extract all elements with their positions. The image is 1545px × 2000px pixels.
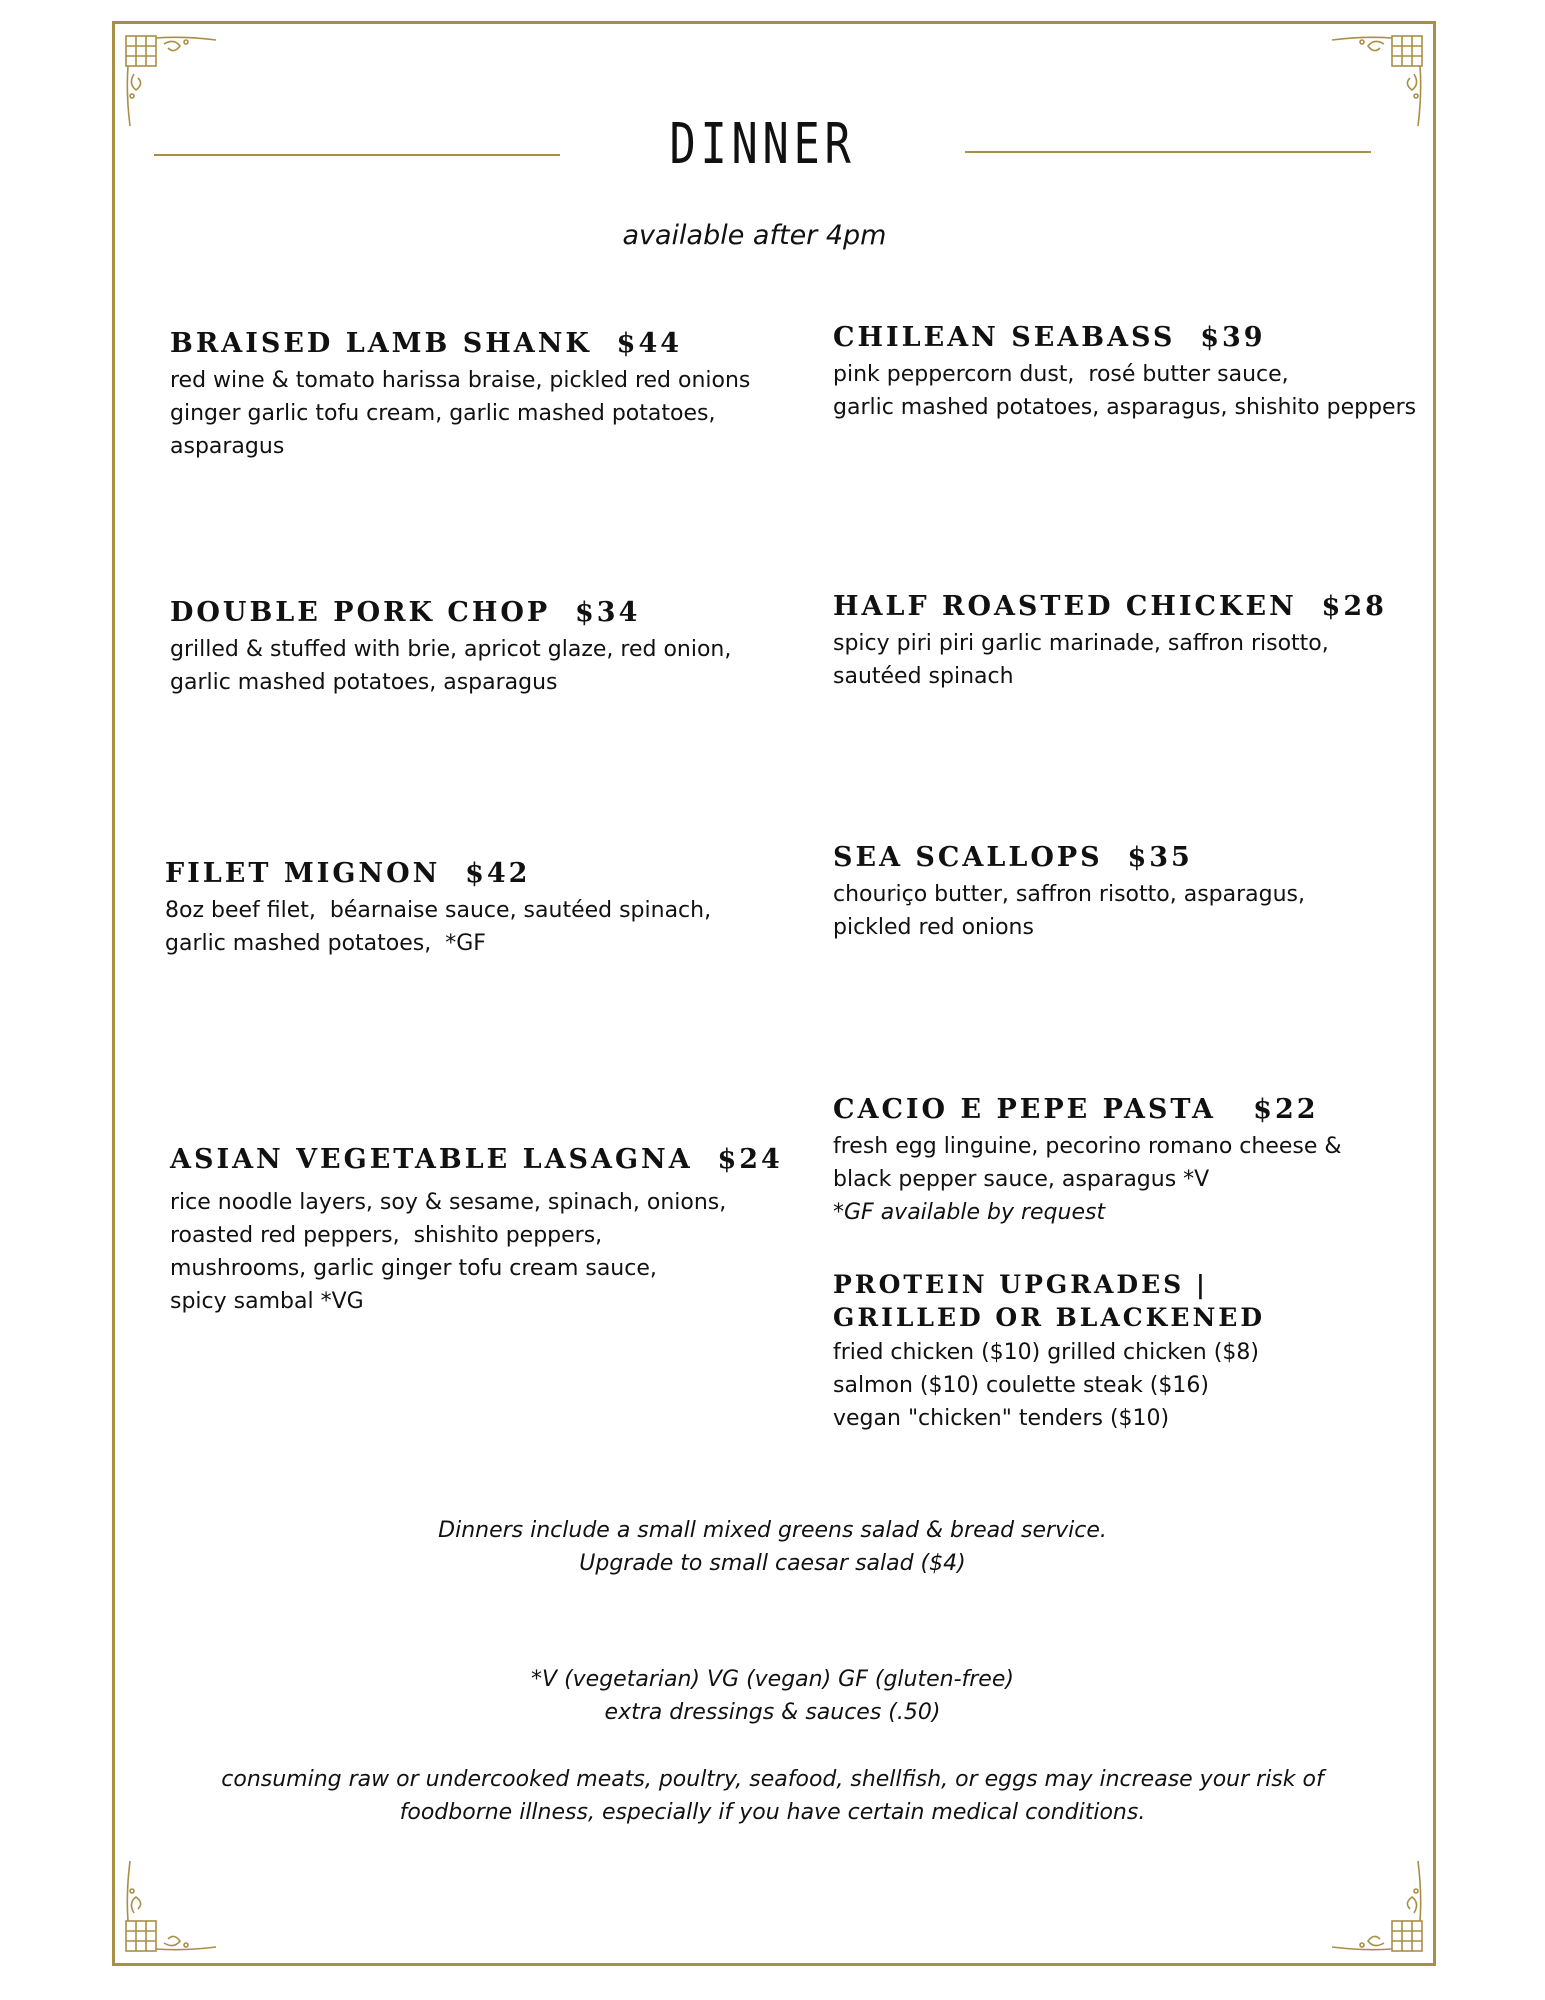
item-description-line: mushrooms, garlic ginger tofu cream sauce,	[170, 1256, 657, 1281]
item-name: HALF ROASTED CHICKEN $28	[833, 591, 1387, 622]
item-description-line: grilled & stuffed with brie, apricot glaze, red onion,	[170, 637, 732, 662]
item-description-line: roasted red peppers, shishito peppers,	[170, 1223, 603, 1248]
menu-item-cacio-e-pepe	[833, 1092, 1342, 1229]
corner-ornament-top-right	[1324, 34, 1424, 134]
item-description	[170, 364, 750, 463]
menu-item-pork-chop	[170, 595, 731, 699]
menu-item-filet-mignon	[165, 856, 711, 960]
menu-item-chilean-seabass	[833, 320, 1416, 424]
menu-subtitle: available after 4pm	[622, 220, 887, 251]
corner-ornament-bottom-left	[124, 1853, 224, 1953]
item-description-line: garlic mashed potatoes, *GF	[165, 931, 486, 956]
item-description	[833, 1130, 1342, 1196]
item-name: SEA SCALLOPS $35	[833, 842, 1193, 873]
footer-line: Upgrade to small caesar salad ($4)	[579, 1551, 966, 1576]
item-description-line: fresh egg linguine, pecorino romano cheese &	[833, 1134, 1342, 1159]
item-description-line: black pepper sauce, asparagus *V	[833, 1167, 1210, 1192]
item-name: BRAISED LAMB SHANK $44	[170, 328, 683, 359]
title-rule-right	[965, 151, 1371, 153]
item-description-line: pickled red onions	[833, 915, 1034, 940]
item-description-line: sautéed spinach	[833, 664, 1014, 689]
protein-upgrades	[833, 1268, 1265, 1435]
item-name: DOUBLE PORK CHOP $34	[170, 597, 641, 628]
item-description	[833, 1336, 1265, 1435]
item-description	[833, 358, 1416, 424]
item-description-line: vegan "chicken" tenders ($10)	[833, 1406, 1170, 1431]
item-name: CACIO E PEPE PASTA $22	[833, 1094, 1319, 1125]
item-description-line: garlic mashed potatoes, asparagus, shishito peppers	[833, 395, 1417, 420]
footer-line: Dinners include a small mixed greens salad & bread service.	[438, 1518, 1107, 1543]
footer-line: consuming raw or undercooked meats, poultry, seafood, shellfish, or eggs may increase your risk of	[221, 1767, 1324, 1792]
menu-title: DINNER	[669, 112, 856, 177]
item-description	[165, 894, 711, 960]
menu-item-vegetable-lasagna	[170, 1142, 783, 1318]
item-name: CHILEAN SEABASS $39	[833, 322, 1266, 353]
item-description-line: spicy sambal *VG	[170, 1289, 364, 1314]
footer-line: extra dressings & sauces (.50)	[604, 1700, 941, 1725]
dietary-legend	[0, 1663, 1545, 1729]
item-description	[833, 878, 1305, 944]
item-description-line: ginger garlic tofu cream, garlic mashed potatoes,	[170, 401, 716, 426]
item-description	[170, 633, 731, 699]
item-description-line: asparagus	[170, 434, 285, 459]
corner-ornament-bottom-right	[1324, 1853, 1424, 1953]
item-description-line: salmon ($10) coulette steak ($16)	[833, 1373, 1209, 1398]
item-description	[833, 627, 1387, 693]
item-name: ASIAN VEGETABLE LASAGNA $24	[170, 1144, 783, 1175]
item-note: *GF available by request	[833, 1200, 1106, 1225]
item-description-line: spicy piri piri garlic marinade, saffron risotto,	[833, 631, 1329, 656]
item-name: FILET MIGNON $42	[165, 858, 531, 889]
menu-item-roasted-chicken	[833, 589, 1387, 693]
item-name-line: GRILLED OR BLACKENED	[833, 1303, 1266, 1332]
item-description-line: chouriço butter, saffron risotto, asparagus,	[833, 882, 1305, 907]
item-description-line: 8oz beef filet, béarnaise sauce, sautéed spinach,	[165, 898, 712, 923]
item-description	[170, 1186, 783, 1318]
menu-item-lamb-shank	[170, 326, 750, 463]
item-name-line: PROTEIN UPGRADES |	[833, 1270, 1208, 1299]
item-description-line: pink peppercorn dust, rosé butter sauce,	[833, 362, 1289, 387]
dinner-includes-note	[0, 1514, 1545, 1580]
item-description-line: fried chicken ($10) grilled chicken ($8)	[833, 1340, 1259, 1365]
title-rule-left	[154, 154, 560, 156]
footer-line: *V (vegetarian) VG (vegan) GF (gluten-free)	[531, 1667, 1014, 1692]
item-description-line: red wine & tomato harissa braise, pickled red onions	[170, 368, 751, 393]
food-safety-warning	[0, 1763, 1545, 1829]
item-description-line: garlic mashed potatoes, asparagus	[170, 670, 558, 695]
item-description-line: rice noodle layers, soy & sesame, spinach, onions,	[170, 1190, 727, 1215]
footer-line: foodborne illness, especially if you have certain medical conditions.	[399, 1800, 1146, 1825]
corner-ornament-top-left	[124, 34, 224, 134]
menu-item-sea-scallops	[833, 840, 1305, 944]
